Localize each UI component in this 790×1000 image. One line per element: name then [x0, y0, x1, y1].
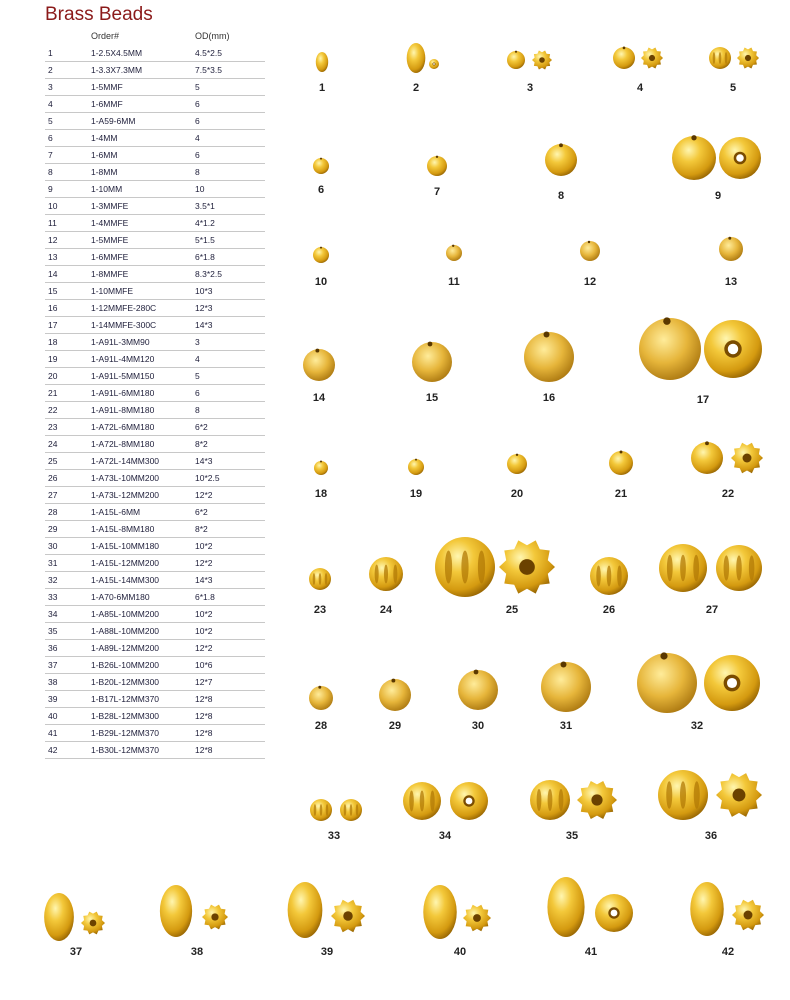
row-number: 40 — [48, 711, 58, 721]
bead-label: 11 — [448, 276, 460, 288]
bead-label: 37 — [69, 946, 83, 958]
row-order: 1-A85L-10MM200 — [91, 609, 160, 619]
row-number: 14 — [48, 269, 58, 279]
row-number: 2 — [48, 65, 53, 75]
row-od: 4 — [195, 133, 200, 143]
row-number: 9 — [48, 184, 53, 194]
row-od: 8*2 — [195, 524, 208, 534]
bead-label: 31 — [559, 720, 573, 732]
row-od: 4 — [195, 354, 200, 364]
row-od: 8 — [195, 405, 200, 415]
bead-22 — [691, 441, 723, 474]
bead-label: 14 — [312, 392, 326, 404]
header-order: Order# — [91, 31, 120, 41]
bead-label: 2 — [412, 82, 420, 94]
row-number: 8 — [48, 167, 53, 177]
bead-4 — [613, 47, 635, 69]
bead-label: 20 — [510, 488, 524, 500]
row-number: 42 — [48, 745, 58, 755]
row-od: 8*2 — [195, 439, 208, 449]
row-od: 4*1.2 — [195, 218, 215, 228]
bead-label: 21 — [614, 488, 628, 500]
row-od: 12*3 — [195, 303, 213, 313]
row-order: 1-3MMFE — [91, 201, 129, 211]
row-number: 41 — [48, 728, 58, 738]
row-od: 6*2 — [195, 507, 208, 517]
bead-41 — [547, 877, 584, 937]
row-number: 5 — [48, 116, 53, 126]
row-od: 5 — [195, 371, 200, 381]
row-order: 1-8MM — [91, 167, 118, 177]
row-od: 12*8 — [195, 711, 213, 721]
row-number: 6 — [48, 133, 53, 143]
row-number: 12 — [48, 235, 58, 245]
row-order: 1-A91L-3MM90 — [91, 337, 150, 347]
bead-label: 26 — [602, 604, 616, 616]
bead-1 — [316, 52, 328, 72]
row-od: 3 — [195, 337, 200, 347]
row-od: 12*2 — [195, 643, 213, 653]
row-od: 10*3 — [195, 286, 213, 296]
row-number: 13 — [48, 252, 58, 262]
row-order: 1-A15L-14MM300 — [91, 575, 160, 585]
row-number: 10 — [48, 201, 58, 211]
row-od: 10*2 — [195, 541, 213, 551]
bead-label: 15 — [425, 392, 439, 404]
bead-25-side — [499, 540, 555, 593]
row-order: 1-A91L-8MM180 — [91, 405, 155, 415]
row-number: 19 — [48, 354, 58, 364]
page-title: Brass Beads — [45, 4, 153, 25]
bead-label: 9 — [714, 190, 722, 202]
bead-label: 30 — [471, 720, 485, 732]
row-order: 1-A15L-8MM180 — [91, 524, 155, 534]
row-order: 1-A59-6MM — [91, 116, 136, 126]
row-order: 1-A70-6MM180 — [91, 592, 150, 602]
bead-5-side — [737, 48, 759, 69]
row-number: 26 — [48, 473, 58, 483]
row-od: 7.5*3.5 — [195, 65, 222, 75]
bead-label: 19 — [409, 488, 423, 500]
row-number: 4 — [48, 99, 53, 109]
bead-label: 32 — [690, 720, 704, 732]
row-number: 20 — [48, 371, 58, 381]
row-od: 6 — [195, 116, 200, 126]
bead-label: 22 — [721, 488, 735, 500]
row-order: 1-B26L-10MM200 — [91, 660, 160, 670]
row-order: 1-A73L-10MM200 — [91, 473, 160, 483]
header-od: OD(mm) — [195, 31, 230, 41]
row-order: 1-8MMFE — [91, 269, 129, 279]
bead-36 — [658, 770, 708, 820]
bead-42-side — [732, 900, 764, 930]
bead-40-side — [463, 905, 491, 932]
bead-label: 23 — [313, 604, 327, 616]
bead-5 — [709, 47, 731, 69]
bead-27 — [659, 544, 707, 592]
row-od: 6 — [195, 99, 200, 109]
bead-21 — [609, 451, 633, 475]
bead-label: 38 — [190, 946, 204, 958]
bead-36-side — [716, 773, 762, 817]
bead-34 — [403, 782, 441, 820]
row-order: 1-A91L-5MM150 — [91, 371, 155, 381]
row-od: 6*1.8 — [195, 252, 215, 262]
bead-4-side — [641, 48, 663, 69]
row-number: 25 — [48, 456, 58, 466]
row-number: 7 — [48, 150, 53, 160]
bead-label: 33 — [327, 830, 341, 842]
row-od: 8 — [195, 167, 200, 177]
row-number: 32 — [48, 575, 58, 585]
bead-9-side — [719, 137, 761, 179]
row-order: 1-A15L-12MM200 — [91, 558, 160, 568]
bead-27-side — [716, 545, 762, 591]
row-order: 1-B17L-12MM370 — [91, 694, 160, 704]
row-number: 18 — [48, 337, 58, 347]
bead-35 — [530, 780, 570, 820]
row-number: 1 — [48, 48, 53, 58]
row-od: 10*2 — [195, 626, 213, 636]
row-number: 39 — [48, 694, 58, 704]
row-od: 6*1.8 — [195, 592, 215, 602]
bead-33 — [310, 799, 332, 821]
bead-28 — [309, 686, 333, 710]
bead-41-side — [595, 894, 633, 932]
row-od: 10 — [195, 184, 205, 194]
row-order: 1-6MMF — [91, 99, 123, 109]
row-order: 1-12MMFE-280C — [91, 303, 157, 313]
bead-label: 34 — [438, 830, 452, 842]
bead-17-side — [704, 320, 762, 378]
row-order: 1-A15L-10MM180 — [91, 541, 160, 551]
bead-label: 16 — [542, 392, 556, 404]
row-order: 1-B20L-12MM300 — [91, 677, 160, 687]
bead-label: 6 — [317, 184, 325, 196]
row-number: 3 — [48, 82, 53, 92]
bead-22-side — [731, 443, 763, 473]
row-od: 12*8 — [195, 745, 213, 755]
bead-32 — [637, 652, 697, 713]
row-od: 6*2 — [195, 422, 208, 432]
row-order: 1-A73L-12MM200 — [91, 490, 160, 500]
bead-14 — [303, 349, 335, 381]
bead-39-side — [331, 900, 365, 932]
bead-33-side — [340, 799, 362, 821]
row-number: 36 — [48, 643, 58, 653]
row-number: 33 — [48, 592, 58, 602]
bead-42 — [690, 882, 723, 936]
bead-16 — [524, 332, 574, 383]
row-od: 8.3*2.5 — [195, 269, 222, 279]
bead-18 — [314, 461, 328, 475]
row-od: 6 — [195, 388, 200, 398]
bead-label: 5 — [729, 82, 737, 94]
bead-26 — [590, 557, 628, 595]
row-od: 12*8 — [195, 694, 213, 704]
bead-20 — [507, 454, 527, 474]
bead-label: 1 — [318, 82, 326, 94]
row-number: 23 — [48, 422, 58, 432]
bead-24 — [369, 557, 403, 591]
bead-label: 40 — [453, 946, 467, 958]
row-od: 10*2.5 — [195, 473, 220, 483]
row-order: 1-2.5X4.5MM — [91, 48, 143, 58]
row-order: 1-B29L-12MM370 — [91, 728, 160, 738]
row-od: 5 — [195, 82, 200, 92]
row-order: 1-A72L-6MM180 — [91, 422, 155, 432]
bead-34-side — [450, 782, 488, 820]
bead-38 — [160, 885, 192, 937]
bead-11 — [446, 245, 462, 261]
bead-label: 7 — [433, 186, 441, 198]
bead-17 — [639, 317, 701, 380]
bead-label: 12 — [583, 276, 597, 288]
row-od: 12*8 — [195, 728, 213, 738]
bead-label: 8 — [557, 190, 565, 202]
bead-35-side — [577, 781, 617, 819]
bead-label: 42 — [721, 946, 735, 958]
row-order: 1-6MMFE — [91, 252, 129, 262]
row-number: 31 — [48, 558, 58, 568]
row-number: 11 — [48, 218, 57, 228]
bead-label: 10 — [314, 276, 328, 288]
bead-6 — [313, 158, 329, 174]
bead-12 — [580, 241, 600, 261]
bead-label: 3 — [526, 82, 534, 94]
bead-31 — [541, 662, 591, 713]
bead-19 — [408, 459, 424, 475]
bead-13 — [719, 237, 743, 261]
row-od: 3.5*1 — [195, 201, 215, 211]
bead-23 — [309, 568, 331, 590]
row-order: 1-B30L-12MM370 — [91, 745, 160, 755]
bead-40 — [423, 885, 456, 939]
bead-15 — [412, 342, 452, 382]
bead-label: 25 — [505, 604, 519, 616]
bead-label: 41 — [584, 946, 598, 958]
row-od: 14*3 — [195, 575, 213, 585]
row-number: 29 — [48, 524, 58, 534]
bead-label: 13 — [724, 276, 738, 288]
row-od: 10*2 — [195, 609, 213, 619]
bead-label: 28 — [314, 720, 328, 732]
row-od: 12*2 — [195, 558, 213, 568]
bead-label: 36 — [704, 830, 718, 842]
row-order: 1-A72L-8MM180 — [91, 439, 155, 449]
row-number: 15 — [48, 286, 58, 296]
row-number: 35 — [48, 626, 58, 636]
row-number: 28 — [48, 507, 58, 517]
row-od: 6 — [195, 150, 200, 160]
bead-38-side — [202, 905, 228, 930]
bead-2-side — [429, 59, 439, 69]
row-number: 21 — [48, 388, 58, 398]
bead-label: 27 — [705, 604, 719, 616]
row-order: 1-A72L-14MM300 — [91, 456, 160, 466]
bead-25 — [435, 537, 495, 597]
bead-2 — [407, 43, 426, 73]
bead-3-side — [532, 51, 552, 70]
row-number: 24 — [48, 439, 58, 449]
row-number: 37 — [48, 660, 58, 670]
row-number: 27 — [48, 490, 58, 500]
bead-label: 18 — [314, 488, 328, 500]
row-number: 22 — [48, 405, 58, 415]
bead-label: 17 — [696, 394, 710, 406]
bead-label: 35 — [565, 830, 579, 842]
row-order: 1-6MM — [91, 150, 118, 160]
row-number: 30 — [48, 541, 58, 551]
bead-37 — [44, 893, 74, 941]
bead-32-side — [704, 655, 760, 711]
row-order: 1-A89L-12MM200 — [91, 643, 160, 653]
bead-label: 4 — [636, 82, 644, 94]
bead-label: 29 — [388, 720, 402, 732]
row-order: 1-5MMF — [91, 82, 123, 92]
row-order: 1-4MM — [91, 133, 118, 143]
row-order: 1-A91L-6MM180 — [91, 388, 155, 398]
row-order: 1-B28L-12MM300 — [91, 711, 160, 721]
row-od: 14*3 — [195, 320, 213, 330]
bead-9 — [672, 135, 716, 180]
row-order: 1-14MMFE-300C — [91, 320, 157, 330]
row-order: 1-A88L-10MM200 — [91, 626, 160, 636]
row-number: 38 — [48, 677, 58, 687]
row-order: 1-4MMFE — [91, 218, 129, 228]
bead-8 — [545, 143, 577, 176]
row-order: 1-3.3X7.3MM — [91, 65, 143, 75]
row-od: 5*1.5 — [195, 235, 215, 245]
row-od: 12*7 — [195, 677, 213, 687]
row-od: 14*3 — [195, 456, 213, 466]
row-number: 17 — [48, 320, 58, 330]
row-od: 12*2 — [195, 490, 213, 500]
row-number: 16 — [48, 303, 58, 313]
row-order: 1-A91L-4MM120 — [91, 354, 155, 364]
row-od: 4.5*2.5 — [195, 48, 222, 58]
row-order: 1-A15L-6MM — [91, 507, 141, 517]
row-od: 10*6 — [195, 660, 213, 670]
bead-39 — [288, 882, 323, 938]
bead-label: 39 — [320, 946, 334, 958]
bead-3 — [507, 51, 525, 69]
bead-10 — [313, 247, 329, 263]
bead-30 — [458, 670, 498, 710]
bead-37-side — [81, 912, 105, 935]
row-order: 1-10MMFE — [91, 286, 134, 296]
bead-label: 24 — [379, 604, 393, 616]
bead-7 — [427, 156, 447, 176]
bead-29 — [379, 679, 411, 711]
row-order: 1-5MMFE — [91, 235, 129, 245]
row-order: 1-10MM — [91, 184, 123, 194]
row-number: 34 — [48, 609, 58, 619]
